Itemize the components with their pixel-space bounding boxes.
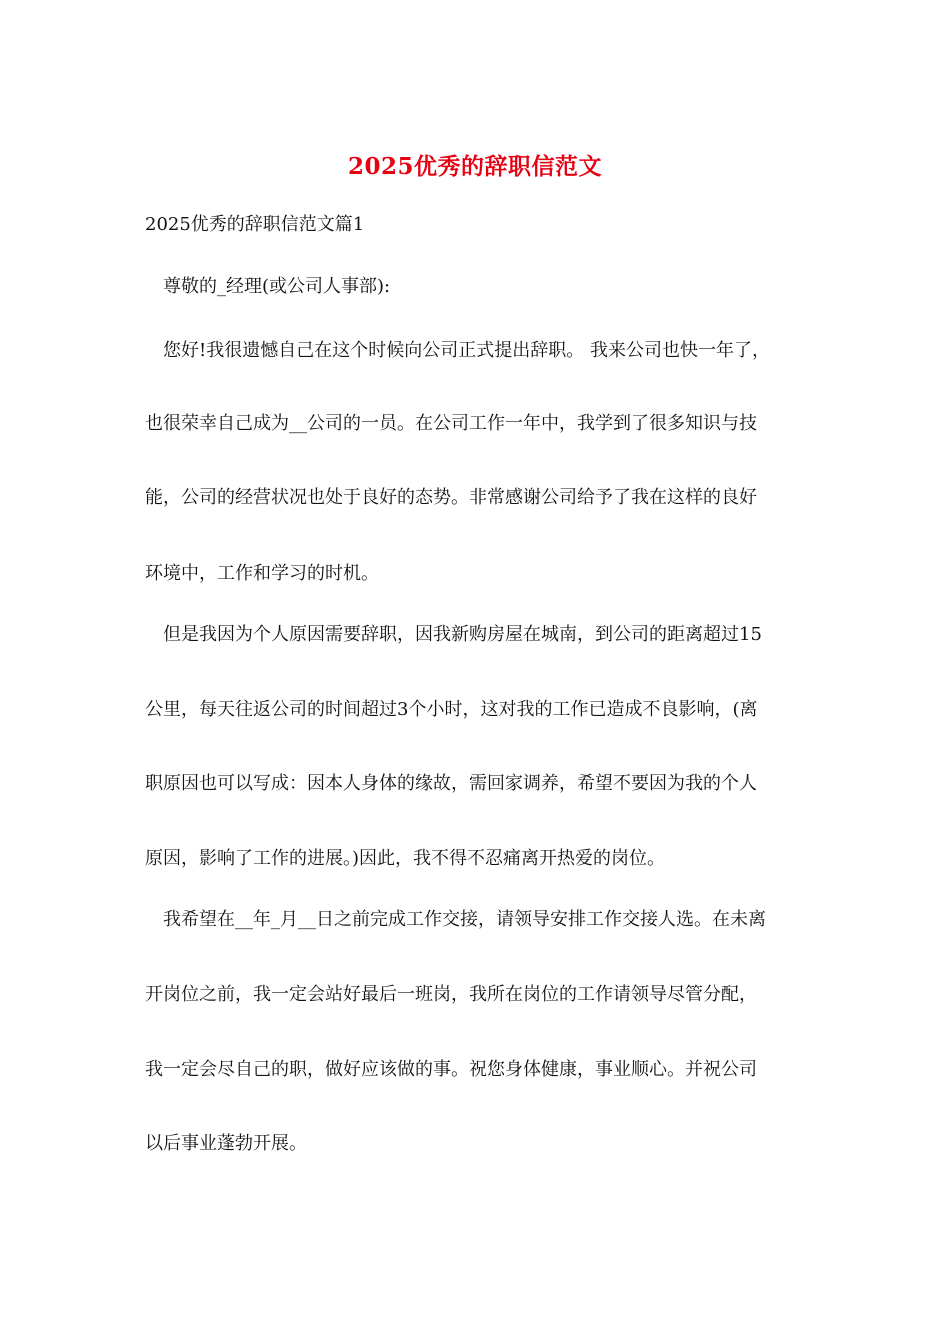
paragraph-line: 职原因也可以写成：因本人身体的缘故，需回家调养，希望不要因为我的个人 xyxy=(145,773,757,794)
paragraph-line: 环境中，工作和学习的时机。 xyxy=(145,563,379,584)
paragraph-line: 以后事业蓬勃开展。 xyxy=(145,1133,307,1154)
section-heading: 2025优秀的辞职信范文篇1 xyxy=(145,214,365,235)
document-title: 2025优秀的辞职信范文 xyxy=(347,153,602,180)
paragraph-line: 我希望在__年_月__日之前完成工作交接，请领导安排工作交接人选。在未离 xyxy=(163,909,766,930)
paragraph-line: 公里，每天往返公司的时间超过3个小时，这对我的工作已造成不良影响，(离 xyxy=(145,699,758,720)
paragraph-line: 但是我因为个人原因需要辞职，因我新购房屋在城南，到公司的距离超过15 xyxy=(163,624,762,645)
paragraph-line: 能，公司的经营状况也处于良好的态势。非常感谢公司给予了我在这样的良好 xyxy=(145,487,757,508)
paragraph-line: 原因，影响了工作的进展。)因此，我不得不忍痛离开热爱的岗位。 xyxy=(145,848,666,869)
paragraph-line: 您好!我很遗憾自己在这个时候向公司正式提出辞职。 我来公司也快一年了， xyxy=(163,340,770,361)
salutation: 尊敬的_经理(或公司人事部): xyxy=(163,276,391,297)
paragraph-line: 我一定会尽自己的职，做好应该做的事。祝您身体健康，事业顺心。并祝公司 xyxy=(145,1059,757,1080)
paragraph-line: 也很荣幸自己成为__公司的一员。在公司工作一年中，我学到了很多知识与技 xyxy=(145,413,757,434)
paragraph-line: 开岗位之前，我一定会站好最后一班岗，我所在岗位的工作请领导尽管分配， xyxy=(145,984,757,1005)
